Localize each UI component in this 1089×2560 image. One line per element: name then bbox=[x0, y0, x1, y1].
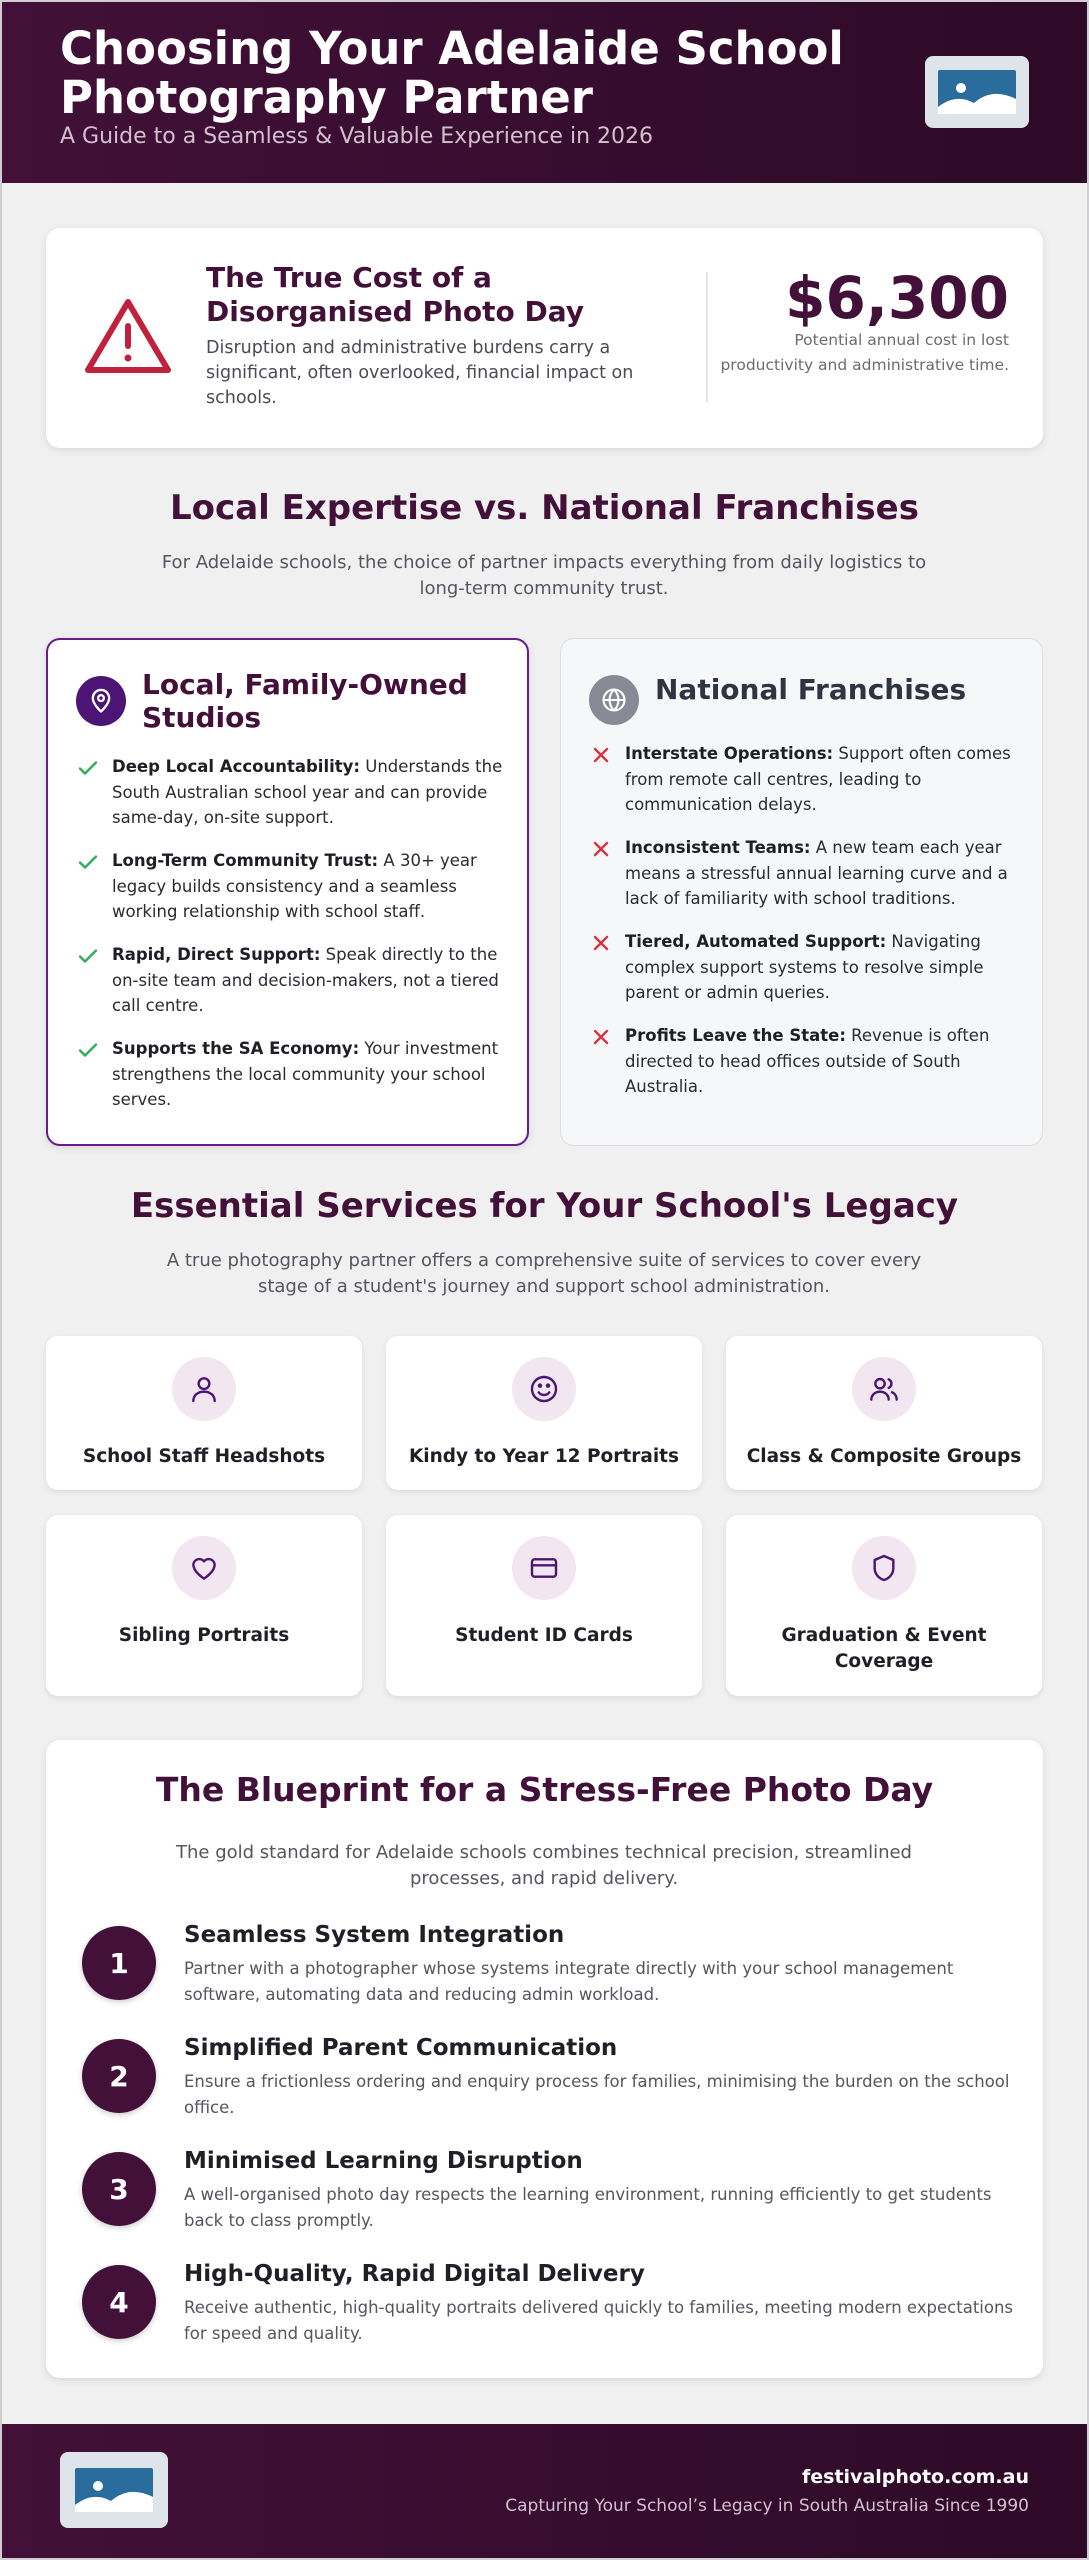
services-description: A true photography partner offers a comprehensive suite of services to cover every stage of a student's journey and support school administration. bbox=[166, 1250, 922, 1297]
users-icon bbox=[852, 1357, 916, 1421]
local-point-lead: Supports the SA Economy: bbox=[112, 1039, 360, 1058]
national-point-text bbox=[625, 929, 1025, 1006]
footer-logo bbox=[60, 2452, 168, 2528]
check-icon bbox=[76, 944, 100, 968]
warning-triangle-icon bbox=[84, 296, 172, 376]
cross-icon bbox=[589, 931, 613, 955]
national-point-lead: Profits Leave the State: bbox=[625, 1026, 846, 1045]
step-title: Simplified Parent Communication bbox=[184, 2035, 618, 2061]
national-point-body: Support often comes from remote call centres, leading to communication delays. bbox=[625, 744, 1011, 814]
comparison-description: For Adelaide schools, the choice of partner impacts everything from daily logistics to long-term community trust. bbox=[161, 552, 927, 599]
national-point-text bbox=[625, 835, 1025, 912]
service-label: School Staff Headshots bbox=[82, 1446, 326, 1467]
cost-card bbox=[46, 228, 1043, 448]
local-studios-card bbox=[46, 638, 529, 1146]
blueprint-description: The gold standard for Adelaide schools combines technical precision, streamlined processes, and rapid delivery. bbox=[176, 1842, 912, 1889]
local-point-lead: Long-Term Community Trust: bbox=[112, 851, 379, 870]
service-card bbox=[46, 1515, 362, 1696]
step-description: Ensure a frictionless ordering and enquiry process for families, minimising the burden on the school office. bbox=[184, 2072, 1010, 2117]
step-number: 4 bbox=[82, 2265, 156, 2339]
cost-note: Potential annual cost in lost productivity and administrative time. bbox=[720, 331, 1009, 374]
local-point-text bbox=[112, 1036, 512, 1113]
header-logo bbox=[925, 56, 1029, 128]
page-subtitle: A Guide to a Seamless & Valuable Experience in 2026 bbox=[60, 124, 654, 149]
step-title: Minimised Learning Disruption bbox=[184, 2148, 583, 2174]
blueprint-card bbox=[46, 1740, 1043, 2378]
service-label: Sibling Portraits bbox=[118, 1625, 290, 1646]
national-badge bbox=[589, 675, 639, 725]
smile-icon bbox=[512, 1357, 576, 1421]
cost-divider bbox=[706, 272, 708, 402]
national-point-lead: Inconsistent Teams: bbox=[625, 838, 811, 857]
service-card bbox=[46, 1336, 362, 1490]
footer-website[interactable]: festivalphoto.com.au bbox=[802, 2466, 1029, 2488]
services-title: Essential Services for Your School's Legacy bbox=[130, 1186, 959, 1226]
cost-amount: $6,300 bbox=[785, 264, 1009, 332]
cross-icon bbox=[589, 743, 613, 767]
footer-tagline: Capturing Your School’s Legacy in South Australia Since 1990 bbox=[505, 2496, 1029, 2516]
globe-icon bbox=[600, 686, 628, 714]
check-icon bbox=[76, 850, 100, 874]
blueprint-title: The Blueprint for a Stress-Free Photo Day bbox=[155, 1770, 934, 1809]
national-title: National Franchises bbox=[655, 673, 967, 706]
local-point-text bbox=[112, 754, 512, 831]
image-placeholder-icon bbox=[73, 2465, 155, 2515]
national-point-body: Revenue is often directed to head offices outside of South Australia. bbox=[625, 1026, 990, 1096]
cross-icon bbox=[589, 1025, 613, 1049]
credit-card-icon bbox=[512, 1536, 576, 1600]
step-title: Seamless System Integration bbox=[184, 1922, 565, 1948]
service-card bbox=[726, 1515, 1042, 1696]
step-description: Partner with a photographer whose systems integrate directly with your school management software, automating data and reducing admin workload. bbox=[184, 1959, 954, 2004]
cross-icon bbox=[589, 837, 613, 861]
local-title: Local, Family-Owned Studios bbox=[142, 668, 468, 734]
step-description: A well-organised photo day respects the learning environment, running efficiently to get students back to class promptly. bbox=[184, 2185, 992, 2230]
step-description: Receive authentic, high-quality portraits delivered quickly to families, meeting modern expectations for speed and quality. bbox=[184, 2298, 1014, 2343]
local-point-text bbox=[112, 942, 512, 1019]
local-point-lead: Deep Local Accountability: bbox=[112, 757, 360, 776]
heart-icon bbox=[172, 1536, 236, 1600]
service-label: Student ID Cards bbox=[455, 1625, 633, 1646]
service-label: Class & Composite Groups bbox=[746, 1446, 1022, 1467]
local-point-text bbox=[112, 848, 512, 925]
check-icon bbox=[76, 756, 100, 780]
local-point-lead: Rapid, Direct Support: bbox=[112, 945, 321, 964]
step-number: 3 bbox=[82, 2152, 156, 2226]
map-pin-icon bbox=[87, 687, 115, 715]
service-card bbox=[386, 1515, 702, 1696]
national-point-text bbox=[625, 1023, 1025, 1100]
step-title: High-Quality, Rapid Digital Delivery bbox=[184, 2261, 645, 2287]
service-card bbox=[386, 1336, 702, 1490]
step-number: 2 bbox=[82, 2039, 156, 2113]
user-icon bbox=[172, 1357, 236, 1421]
national-point-body: Navigating complex support systems to resolve simple parent or admin queries. bbox=[625, 932, 984, 1002]
national-franchises-card bbox=[560, 638, 1043, 1146]
local-point-body: Speak directly to the on-site team and decision-makers, not a tiered call centre. bbox=[112, 945, 499, 1015]
image-placeholder-icon bbox=[936, 67, 1018, 117]
local-badge bbox=[76, 676, 126, 726]
service-label: Graduation & Event Coverage bbox=[781, 1625, 987, 1672]
local-point-body: A 30+ year legacy builds consistency and a seamless working relationship with school staff. bbox=[112, 851, 477, 921]
local-point-body: Understands the South Australian school year and can provide same-day, on-site support. bbox=[112, 757, 503, 827]
local-point-body: Your investment strengthens the local community your school serves. bbox=[112, 1039, 499, 1109]
page-title: Choosing Your Adelaide School Photography Partner bbox=[60, 22, 844, 124]
national-point-body: A new team each year means a stressful annual learning curve and a lack of familiarity with school traditions. bbox=[625, 838, 1008, 908]
national-point-lead: Interstate Operations: bbox=[625, 744, 834, 763]
step-number: 1 bbox=[82, 1926, 156, 2000]
page-header bbox=[0, 0, 1089, 183]
shield-icon bbox=[852, 1536, 916, 1600]
service-label: Kindy to Year 12 Portraits bbox=[408, 1446, 680, 1467]
service-card bbox=[726, 1336, 1042, 1490]
cost-title: The True Cost of a Disorganised Photo Day bbox=[206, 261, 585, 328]
comparison-title: Local Expertise vs. National Franchises bbox=[170, 488, 919, 528]
check-icon bbox=[76, 1038, 100, 1062]
national-point-text bbox=[625, 741, 1025, 818]
cost-description: Disruption and administrative burdens carry a significant, often overlooked, financial impact on schools. bbox=[206, 338, 634, 408]
page-footer bbox=[0, 2424, 1089, 2560]
national-point-lead: Tiered, Automated Support: bbox=[625, 932, 887, 951]
